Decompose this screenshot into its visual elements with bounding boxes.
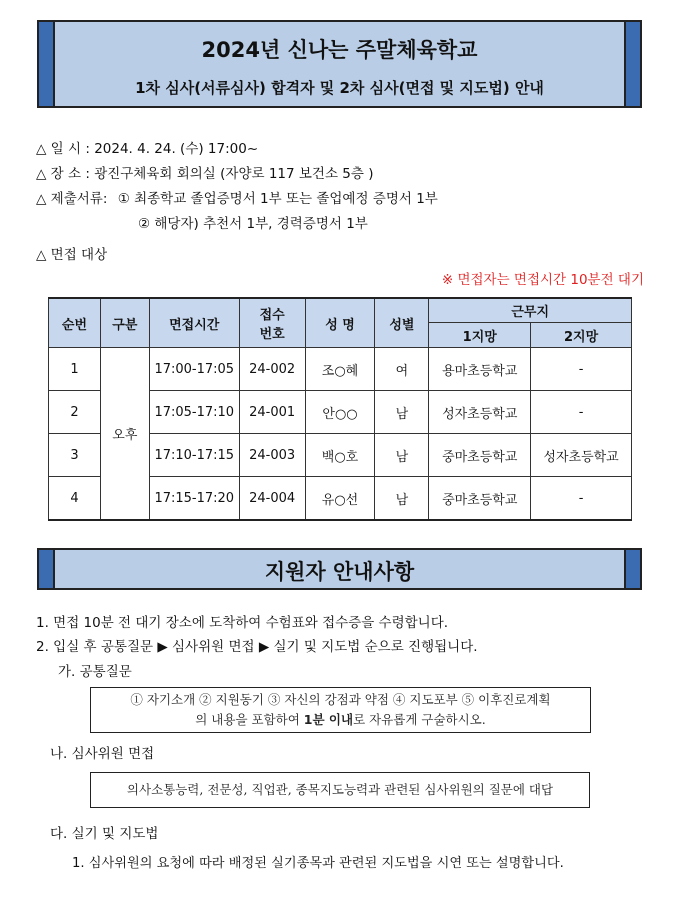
guide-item-2: 2. 입실 후 공통질문 ▶ 심사위원 면접 ▶ 실기 및 지도법 순으로 진행됩니다. xyxy=(36,639,478,655)
guide-banner xyxy=(37,548,642,590)
cell-choice2: 성자초등학교 xyxy=(531,434,632,477)
box1-line2-pre: 의 내용을 포함하여 xyxy=(195,712,304,727)
cell-time: 17:15-17:20 xyxy=(149,477,239,521)
notice-text: ※ 면접자는 면접시간 10분전 대기 xyxy=(441,272,644,288)
cell-choice1: 중마초등학교 xyxy=(429,434,531,477)
date-value: 2024. 4. 24. (수) 17:00~ xyxy=(94,141,259,157)
header-name: 성 명 xyxy=(305,298,375,348)
header-choice2: 2지망 xyxy=(531,323,632,348)
title-banner xyxy=(37,20,642,108)
cell-gender: 남 xyxy=(375,477,429,521)
cell-no: 2 xyxy=(49,391,101,434)
interview-schedule-table xyxy=(48,297,632,521)
header-time: 면접시간 xyxy=(149,298,239,348)
table-row xyxy=(49,348,632,391)
docs-item-1: ① 최종학교 졸업증명서 1부 또는 졸업예정 증명서 1부 xyxy=(117,191,438,207)
date-line xyxy=(36,137,258,157)
cell-choice1: 성자초등학교 xyxy=(429,391,531,434)
cell-gender: 남 xyxy=(375,434,429,477)
interview-target-label: △ 면접 대상 xyxy=(36,247,108,263)
header-type: 구분 xyxy=(100,298,149,348)
guide-item-1: 1. 면접 10분 전 대기 장소에 도착하여 수험표와 접수증을 수령합니다. xyxy=(36,615,449,631)
header-choice1: 1지망 xyxy=(429,323,531,348)
box1-line2 xyxy=(91,710,590,730)
cell-gender: 남 xyxy=(375,391,429,434)
cell-session: 오후 xyxy=(100,348,149,521)
cell-name: 조○혜 xyxy=(305,348,375,391)
guide-sub-a: 가. 공통질문 xyxy=(58,664,132,680)
cell-choice2: - xyxy=(531,391,632,434)
header-receipt-1: 접수 xyxy=(259,308,285,323)
guide-sub-c: 다. 실기 및 지도법 xyxy=(50,826,159,842)
cell-receipt: 24-002 xyxy=(239,348,305,391)
date-label: △ 일 시 : xyxy=(36,141,90,157)
header-no: 순번 xyxy=(49,298,101,348)
cell-receipt: 24-001 xyxy=(239,391,305,434)
header-receipt-2: 번호 xyxy=(259,327,285,342)
cell-choice2: - xyxy=(531,477,632,521)
header-receipt xyxy=(239,298,305,348)
cell-no: 3 xyxy=(49,434,101,477)
cell-choice2: - xyxy=(531,348,632,391)
page-title: 2024년 신나는 주말체육학교 xyxy=(201,38,478,62)
cell-gender: 여 xyxy=(375,348,429,391)
cell-choice1: 중마초등학교 xyxy=(429,477,531,521)
cell-receipt: 24-004 xyxy=(239,477,305,521)
cell-choice1: 용마초등학교 xyxy=(429,348,531,391)
place-line xyxy=(36,162,373,182)
cell-time: 17:10-17:15 xyxy=(149,434,239,477)
docs-line xyxy=(36,187,438,207)
cell-name: 백○호 xyxy=(305,434,375,477)
cell-time: 17:05-17:10 xyxy=(149,391,239,434)
cell-no: 1 xyxy=(49,348,101,391)
guide-sub-c-1: 1. 심사위원의 요청에 따라 배정된 실기종목과 관련된 지도법을 시연 또는 설명합니다. xyxy=(72,856,564,871)
cell-name: 안○○ xyxy=(305,391,375,434)
docs-item-2: ② 해당자) 추천서 1부, 경력증명서 1부 xyxy=(138,216,368,232)
header-workplace: 근무지 xyxy=(429,298,632,323)
header-gender: 성별 xyxy=(375,298,429,348)
place-value: 광진구체육회 회의실 (자양로 117 보건소 5층 ) xyxy=(94,166,374,182)
box1-line2-bold: 1분 이내 xyxy=(303,712,354,727)
page-subtitle: 1차 심사(서류심사) 합격자 및 2차 심사(면접 및 지도법) 안내 xyxy=(135,79,544,97)
cell-receipt: 24-003 xyxy=(239,434,305,477)
common-question-box xyxy=(90,687,591,733)
cell-no: 4 xyxy=(49,477,101,521)
cell-time: 17:00-17:05 xyxy=(149,348,239,391)
cell-name: 유○선 xyxy=(305,477,375,521)
docs-label: △ 제출서류: xyxy=(36,191,108,207)
guide-sub-b: 나. 심사위원 면접 xyxy=(50,746,155,762)
place-label: △ 장 소 : xyxy=(36,166,90,182)
box1-line2-post: 로 자유롭게 구술하시오. xyxy=(353,712,486,727)
guide-title: 지원자 안내사항 xyxy=(264,560,415,584)
box1-line1: ① 자기소개 ② 지원동기 ③ 자신의 강점과 약점 ④ 지도포부 ⑤ 이후진로계획 xyxy=(130,692,551,707)
panel-interview-box: 의사소통능력, 전문성, 직업관, 종목지도능력과 관련된 심사위원의 질문에 대답 xyxy=(90,772,590,808)
